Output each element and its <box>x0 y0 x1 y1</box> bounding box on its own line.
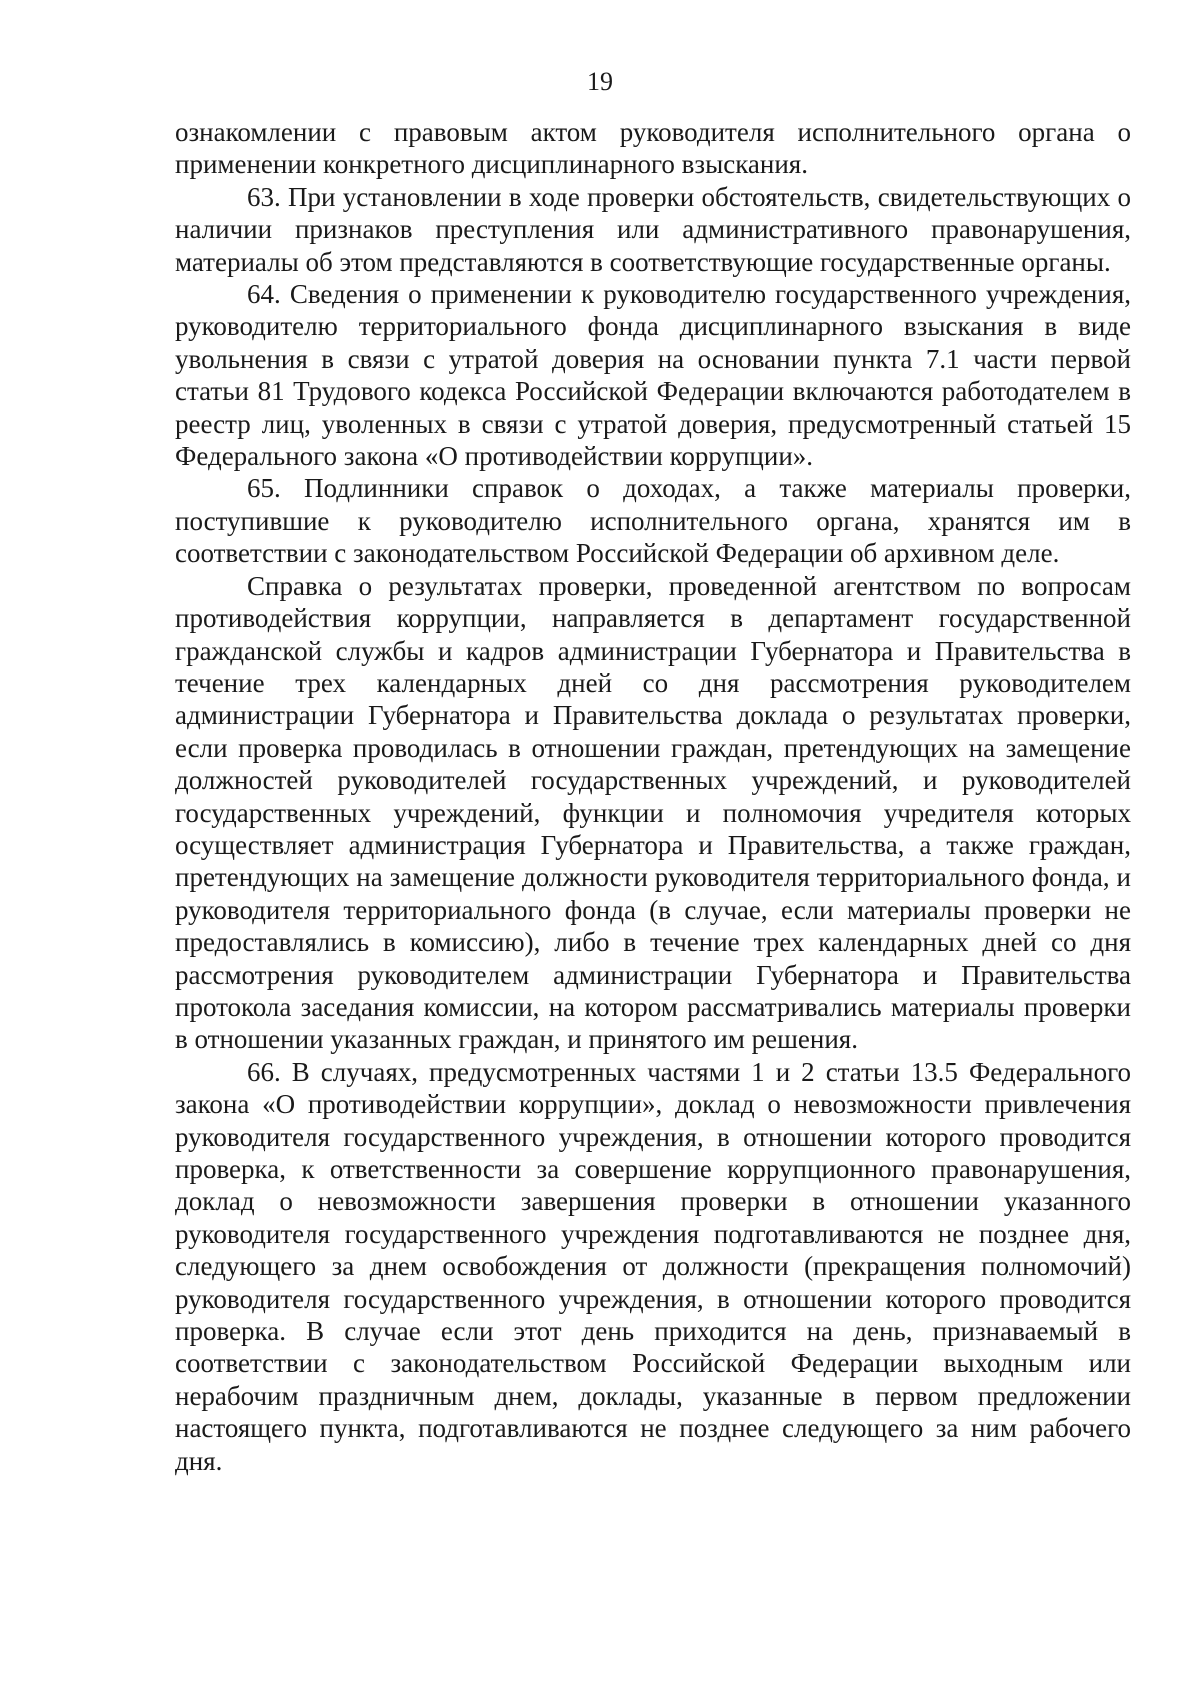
paragraph-65: 65. Подлинники справок о доходах, а также материалы проверки, поступившие к руководителю исполнительного органа, хранятся им в соответствии с законодательством Российской Федерации об архивном деле. <box>175 473 1131 569</box>
paragraph-64: 64. Сведения о применении к руководителю государственного учреждения, руководителю территориального фонда дисциплинарного взыскания в виде увольнения в связи с утратой доверия на основании пункта 7.1 части первой статьи 81 Трудового кодекса Российской Федерации включаются работодателем в реестр лиц, уволенных в связи с утратой доверия, предусмотренный статьей 15 Федерального закона «О противодействии коррупции». <box>175 279 1131 472</box>
paragraph-63: 63. При установлении в ходе проверки обстоятельств, свидетельствующих о наличии признаков преступления или административного правонарушения, материалы об этом представляются в соответствующие государственные органы. <box>175 181 1131 277</box>
paragraph-continuation: ознакомлении с правовым актом руководителя исполнительного органа о применении конкретного дисциплинарного взыскания. <box>175 117 1131 180</box>
page-number: 19 <box>587 67 613 96</box>
paragraph-certificate: Справка о результатах проверки, проведенной агентством по вопросам противодействия коррупции, направляется в департамент государственной гражданской службы и кадров администрации Губернатора и Правительства в течение трех календарных дней со дня рассмотрения руководителем администрации Губернатора и Правительства доклада о результатах проверки, если проверка проводилась в отношении граждан, претендующих на замещение должностей руководителей государственных учреждений, и руководителей государственных учреждений, функции и полномочия учредителя которых осуществляет администрация Губернатора и Правительства, а также граждан, претендующих на замещение должности руководителя территориального фонда, и руководителя территориального фонда (в случае, если материалы проверки не предоставлялись в комиссию), либо в течение трех календарных дней со дня рассмотрения руководителем администрации Губернатора и Правительства протокола заседания комиссии, на котором рассматривались материалы проверки в отношении указанных граждан, и принятого им решения. <box>175 570 1131 1055</box>
document-body <box>175 116 1131 1477</box>
paragraph-66: 66. В случаях, предусмотренных частями 1 и 2 статьи 13.5 Федерального закона «О противодействии коррупции», доклад о невозможности привлечения руководителя государственного учреждения, в отношении которого проводится проверка, к ответственности за совершение коррупционного правонарушения, доклад о невозможности завершения проверки в отношении указанного руководителя государственного учреждения подготавливаются не позднее дня, следующего за днем освобождения от должности (прекращения полномочий) руководителя государственного учреждения, в отношении которого проводится проверка. В случае если этот день приходится на день, признаваемый в соответствии с законодательством Российской Федерации выходным или нерабочим праздничным днем, доклады, указанные в первом предложении настоящего пункта, подготавливаются не позднее следующего за ним рабочего дня. <box>175 1056 1131 1476</box>
